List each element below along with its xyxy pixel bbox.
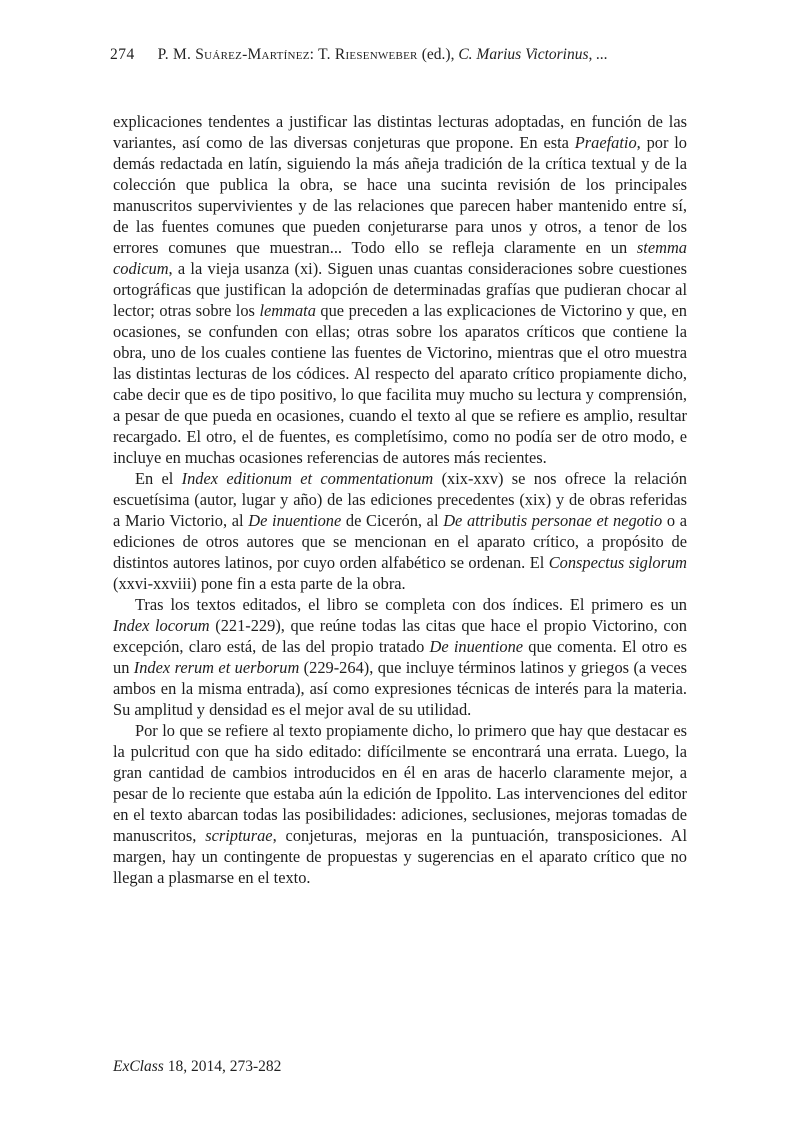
text-segment: que preceden a las explicaciones de Victorino y que, en ocasiones, se confunden con ellas; otras sobre los aparatos críticos que contiene la obra, uno de los cuales contiene las fuentes de Victorino, mientras que el otro muestra las distintas lecturas de los códices. Al respecto del aparato crítico propiamente dicho, cabe decir que es de tipo positivo, lo que facilita muy mucho su lectura y comprensión, a pesar de que pueda en ocasiones, cuando el texto al que se refiere es amplio, resultar recargado. El otro, el de fuentes, es completísimo, como no podía ser de otro modo, e incluye en muchas ocasiones referencias de autores más recientes.: [113, 301, 687, 467]
text-segment: En el: [135, 469, 182, 488]
page-header: [110, 46, 700, 64]
journal-footer: [113, 1058, 281, 1076]
text-segment: lemmata: [259, 301, 316, 320]
page-number: 274: [110, 46, 135, 63]
text-segment: scripturae: [205, 826, 273, 845]
text-segment: que comenta. El otro es un: [113, 637, 687, 677]
paragraph: [113, 111, 687, 468]
text-segment: De attributis personae et negotio: [443, 511, 663, 530]
text-segment: (ed.),: [421, 46, 459, 63]
text-segment: P. M. Suárez-Martínez: T. Riesenweber: [157, 46, 422, 63]
text-segment: Por lo que se refiere al texto propiamente dicho, lo primero que hay que destacar es la pulcritud con que ha sido editado: difícilmente se encontrará una errata. Luego, la gran cantidad de cambios introducidos en él en aras de hacerlo claramente mejor, a pesar de lo reciente que estaba aún la edición de Ippolito. Las intervenciones del editor en el texto abarcan todas las posibilidades: adiciones, seclusiones, mejoras tomadas de manuscritos,: [113, 721, 687, 845]
text-segment: (xix-xxv) se nos ofrece la relación escuetísima (autor, lugar y año) de las ediciones precedentes (xix) y de obras referidas a Mario Victorio, al: [113, 469, 687, 530]
paragraph: [113, 720, 687, 888]
text-segment: explicaciones tendentes a justificar las distintas lecturas adoptadas, en función de las variantes, así como de las diversas conjeturas que propone. En esta: [113, 112, 687, 152]
running-title: [158, 46, 608, 63]
text-segment: , por lo demás redactada en latín, siguiendo la más añeja tradición de la crítica textual y de la colección que publica la obra, se hace una sucinta revisión de los principales manuscritos supervivientes y de las relaciones que parecen haber mantenido entre sí, de las fuentes comunes que pueden conjeturarse para unos y otros, a tenor de los errores comunes que muestran... Todo ello se refleja claramente en un: [113, 133, 687, 257]
text-segment: , a la vieja usanza (xi). Siguen unas cuantas consideraciones sobre cuestiones ortográficas que justifican la adopción de determinadas grafías que pudieran chocar al lector; otras sobre los: [113, 259, 687, 320]
text-segment: Index locorum: [113, 616, 210, 635]
text-segment: Conspectus siglorum: [548, 553, 687, 572]
text-segment: (229-264), que incluye términos latinos y griegos (a veces ambos en la misma entrada), así como expresiones técnicas de interés para la materia. Su amplitud y densidad es el mejor aval de su utilidad.: [113, 658, 687, 719]
text-segment: De inuentione: [429, 637, 524, 656]
text-segment: de Cicerón, al: [341, 511, 444, 530]
text-segment: (221-229), que reúne todas las citas que hace el propio Victorino, con excepción, claro está, de las del propio tratado: [113, 616, 687, 656]
text-segment: De inuentione: [248, 511, 342, 530]
text-segment: Praefatio: [574, 133, 637, 152]
text-segment: C. Marius Victorinus, ...: [458, 46, 608, 63]
paragraph: [113, 468, 687, 594]
paragraph: [113, 594, 687, 720]
text-segment: o a ediciones de otros autores que se mencionan en el aparato crítico, a propósito de distintos autores latinos, por cuyo orden alfabético se ordenan. El: [113, 511, 687, 572]
text-segment: ExClass: [113, 1058, 164, 1075]
review-body: [113, 111, 687, 888]
text-segment: Index editionum et commentationum: [181, 469, 434, 488]
text-segment: (xxvi-xxviii) pone fin a esta parte de la obra.: [113, 574, 406, 593]
text-segment: stemma codicum: [113, 238, 687, 278]
text-segment: , conjeturas, mejoras en la puntuación, transposiciones. Al margen, hay un contingente de propuestas y sugerencias en el aparato crítico que no llegan a plasmarse en el texto.: [113, 826, 687, 887]
text-segment: Tras los textos editados, el libro se completa con dos índices. El primero es un: [135, 595, 687, 614]
text-segment: Index rerum et uerborum: [133, 658, 300, 677]
text-segment: 18, 2014, 273-282: [163, 1058, 282, 1075]
